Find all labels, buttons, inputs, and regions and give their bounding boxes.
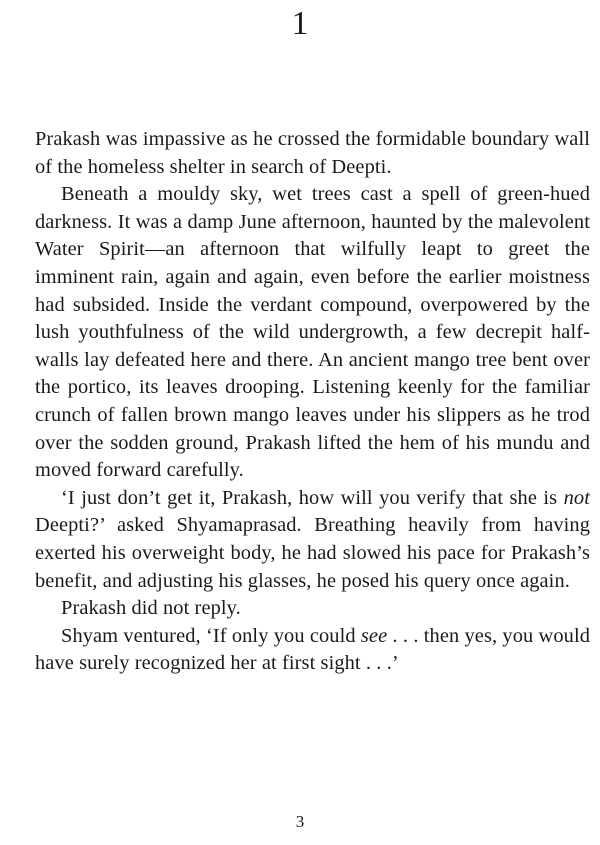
paragraph-3 bbox=[35, 485, 590, 595]
chapter-body bbox=[35, 126, 590, 678]
chapter-number: 1 bbox=[291, 5, 309, 42]
paragraph-5-text: Shyam ventured, ‘If only you could bbox=[61, 624, 361, 647]
paragraph-3-emphasis: not bbox=[563, 486, 590, 509]
paragraph-2: Beneath a mouldy sky, wet trees cast a spell of green-hued darkness. It was a damp June afternoon, haunted by the malevolent Water Spirit—an afternoon that wilfully leapt to greet the imminent rain, again and again, even before the earlier moistness had subsided. Inside the verdant compound, overpowered by the lush youthfulness of the wild undergrowth, a few decrepit half-walls lay defeated here and there. An ancient mango tree bent over the portico, its leaves drooping. Listening keenly for the familiar crunch of fallen brown mango leaves under his slippers as he trod over the sodden ground, Prakash lifted the hem of his mundu and moved forward carefully. bbox=[35, 183, 590, 482]
paragraph-5 bbox=[35, 623, 590, 678]
paragraph-3-text-cont: Deepti?’ asked Shyamaprasad. Breathing heavily from having exerted his overweight body, he had slowed his pace for Prakash’s benefit, and adjusting his glasses, he posed his query once again. bbox=[35, 514, 590, 592]
page-number: 3 bbox=[295, 812, 305, 831]
paragraph-3-text: ‘I just don’t get it, Prakash, how will you verify that she is bbox=[61, 486, 564, 509]
paragraph-1: Prakash was impassive as he crossed the formidable boundary wall of the homeless shelter in search of Deepti. bbox=[35, 128, 590, 178]
paragraph-5-emphasis: see bbox=[360, 624, 388, 647]
paragraph-5-text-cont: . . . then yes, you would have surely recognized her at first sight . . .’ bbox=[35, 624, 591, 675]
paragraph-4: Prakash did not reply. bbox=[61, 597, 241, 620]
